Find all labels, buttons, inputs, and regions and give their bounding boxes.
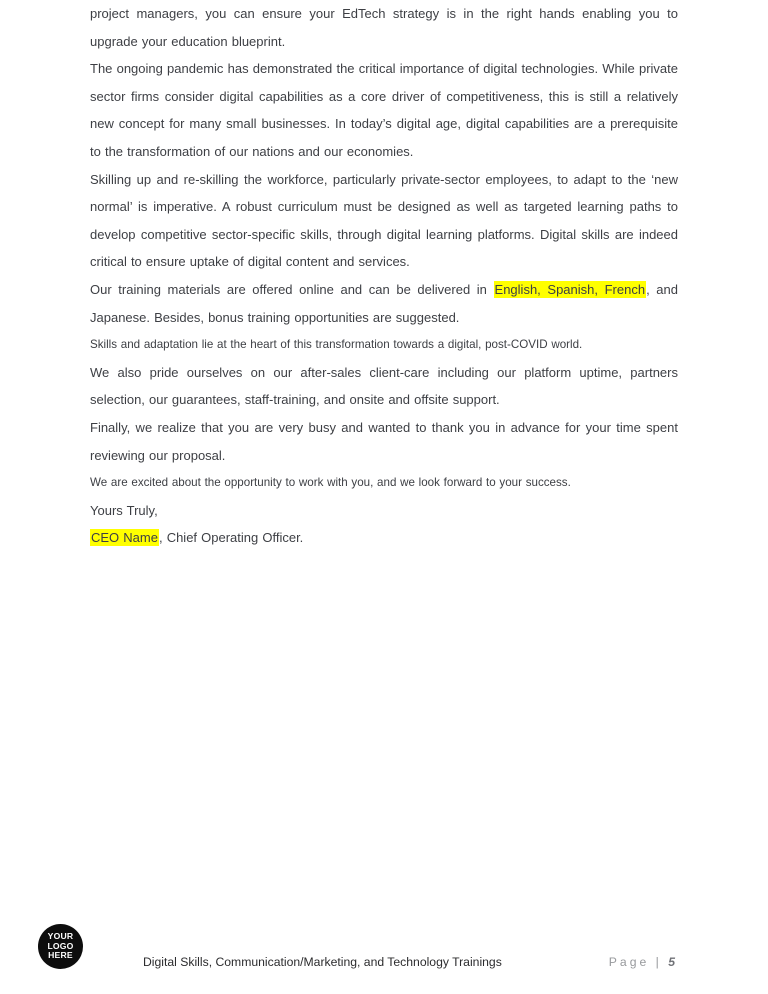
paragraph-text: Our training materials are offered online and can be delivered in	[90, 281, 494, 297]
signature-title-text: , Chief Operating Officer.	[158, 530, 304, 546]
paragraph-after-sales: We also pride ourselves on our after-sales client-care including our platform uptime, partners selection, our guarantees, staff-training, and onsite and offsite support.	[90, 364, 678, 408]
logo-line: HERE	[48, 950, 73, 961]
page-number: 5	[668, 955, 675, 969]
page-label: Page	[608, 955, 650, 969]
paragraph-skilling-up: Skilling up and re-skilling the workforce, particularly private-sector employees, to adapt to the ‘new normal’ is imperative. A robust curriculum must be designed as well as targeted learning paths to develop competitive sector-specific skills, through digital learning platforms. Digital skills are indeed critical to ensure uptake of digital content and services.	[90, 171, 678, 270]
paragraph-text: , and Japanese. Besides, bonus training opportunities are suggested.	[90, 281, 678, 325]
paragraph-training-languages	[90, 276, 678, 331]
paragraph-edtech-strategy: project managers, you can ensure your EdTech strategy is in the right hands enabling you to upgrade your education blueprint.	[90, 6, 678, 49]
footer-page-indicator	[609, 955, 675, 969]
page-separator: |	[655, 955, 662, 969]
paragraph-thank-you: Finally, we realize that you are very busy and wanted to thank you in advance for your time spent reviewing our proposal.	[90, 419, 678, 463]
paragraph-skills-adaptation: Skills and adaptation lie at the heart of this transformation towards a digital, post-COVID world.	[90, 338, 583, 352]
paragraph-excited-opportunity: We are excited about the opportunity to work with you, and we look forward to your success.	[90, 476, 571, 490]
signature-line	[90, 524, 678, 552]
logo-placeholder	[38, 924, 83, 969]
paragraph-pandemic-digital: The ongoing pandemic has demonstrated the critical importance of digital technologies. While private sector firms consider digital capabilities as a core driver of competitiveness, this is still a relatively new concept for many small businesses. In today’s digital age, digital capabilities are a prerequisite to the transformation of our nations and our economies.	[90, 61, 678, 159]
logo-line: YOUR	[47, 931, 74, 942]
highlighted-languages: English, Spanish, French	[494, 281, 646, 297]
document-body	[90, 0, 678, 552]
logo-line: LOGO	[47, 940, 74, 951]
footer-document-title: Digital Skills, Communication/Marketing, and Technology Trainings	[143, 955, 502, 969]
closing-yours-truly: Yours Truly,	[90, 502, 158, 518]
highlighted-ceo-name: CEO Name	[91, 530, 158, 546]
